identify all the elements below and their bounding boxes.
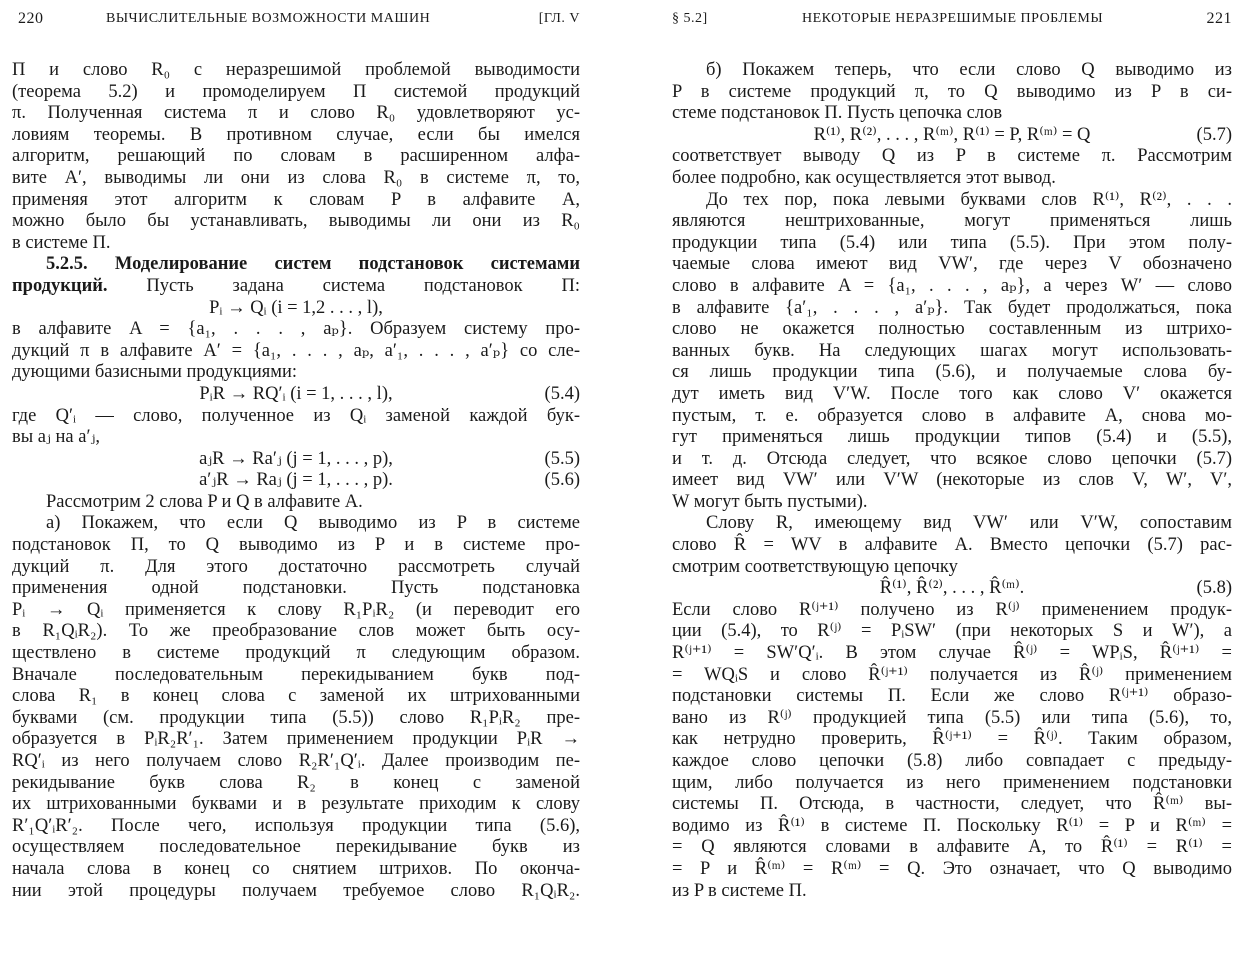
line-text: 5.2.5. Моделирование систем подстановок системами bbox=[46, 254, 580, 275]
line-text: вы aⱼ на a′ⱼ, bbox=[12, 427, 101, 448]
line-text: осуществляем последовательное перекидывание букв из bbox=[12, 837, 580, 858]
formula-text: aⱼR → Ra′ⱼ (j = 1, . . . , p), bbox=[199, 448, 393, 469]
text-line bbox=[672, 362, 1232, 384]
line-text: Слову R, имеющему вид VW′ или V′W, сопоставим bbox=[706, 513, 1232, 534]
text-line bbox=[672, 535, 1232, 557]
text-line bbox=[12, 751, 580, 773]
text-line bbox=[12, 427, 580, 449]
right-running-head bbox=[672, 10, 1232, 32]
line-text: ванных букв. На следующих шагах могут использовать- bbox=[672, 340, 1232, 361]
text-line bbox=[12, 794, 580, 816]
section-heading-line bbox=[12, 254, 580, 276]
left-chapter-marker: [ГЛ. V bbox=[538, 11, 580, 26]
text-line bbox=[12, 816, 580, 838]
text-line bbox=[12, 60, 580, 82]
line-text: системы П. Отсюда, в частности, следует, что R̂⁽ᵐ⁾ вы- bbox=[672, 794, 1232, 815]
line-text: дукций π. Для этого достаточно рассмотреть случай bbox=[12, 556, 580, 577]
left-page bbox=[12, 0, 580, 970]
line-text: продукций. Пусть задана система подстановок П: bbox=[12, 275, 580, 296]
text-line bbox=[672, 492, 1232, 514]
text-line bbox=[672, 211, 1232, 233]
right-page bbox=[672, 0, 1232, 970]
text-line bbox=[12, 729, 580, 751]
line-text: их штрихованными буквами и в результате приходим к слову bbox=[12, 794, 580, 815]
line-text: ществлено в системе продукций π следующим образом. bbox=[12, 643, 580, 664]
line-text: чаемые слова имеют вид VW′, где через V обозначено bbox=[672, 254, 1232, 275]
text-line bbox=[12, 881, 580, 903]
text-line bbox=[672, 254, 1232, 276]
display-formula bbox=[12, 470, 580, 492]
text-line bbox=[12, 190, 580, 212]
text-line bbox=[672, 686, 1232, 708]
line-text: До тех пор, пока левыми буквами слов R⁽¹⁾, R⁽²⁾, . . . bbox=[706, 189, 1232, 210]
text-line bbox=[12, 578, 580, 600]
line-text: алгоритм, решающий по словам в расширенном алфа- bbox=[12, 146, 580, 167]
line-text: Вначале последовательным перекидыванием букв под- bbox=[12, 664, 580, 685]
paragraph-start-line bbox=[672, 60, 1232, 82]
text-line bbox=[12, 341, 580, 363]
line-text: слова R₁ в конец слова с заменой их штрихованными bbox=[12, 686, 580, 707]
text-line bbox=[672, 773, 1232, 795]
text-line bbox=[12, 859, 580, 881]
text-line bbox=[672, 600, 1232, 622]
line-text: соответствует выводу Q из P в системе π. Рассмотрим bbox=[672, 146, 1232, 167]
left-running-title: ВЫЧИСЛИТЕЛЬНЫЕ ВОЗМОЖНОСТИ МАШИН bbox=[106, 11, 431, 26]
line-text: где Q′ᵢ — слово, полученное из Qᵢ заменой каждой бук- bbox=[12, 405, 580, 426]
line-text: в алфавите A = {a₁, . . . , aₚ}. Образуем систему про- bbox=[12, 319, 580, 340]
text-line bbox=[12, 82, 580, 104]
paragraph-start-line bbox=[12, 492, 580, 514]
line-text: слово в алфавите A = {a₁, . . . , aₚ}, а через W′ — слово bbox=[672, 275, 1232, 296]
line-text: слово R̂ = WV в алфавите A. Вместо цепочки (5.7) рас- bbox=[672, 535, 1232, 556]
line-text: вано из R⁽ʲ⁾ продукцией типа (5.5) или типа (5.6), то, bbox=[672, 707, 1232, 728]
line-text: стеме подстановок П. Пусть цепочка слов bbox=[672, 103, 1003, 124]
text-line bbox=[672, 341, 1232, 363]
text-line bbox=[672, 298, 1232, 320]
text-line bbox=[672, 708, 1232, 730]
text-line bbox=[672, 406, 1232, 428]
right-running-title: НЕКОТОРЫЕ НЕРАЗРЕШИМЫЕ ПРОБЛЕМЫ bbox=[802, 11, 1104, 26]
line-text: имеет вид VW′ или V′W (некоторые из слов V, W′, V′, bbox=[672, 470, 1232, 491]
right-section-marker: § 5.2] bbox=[672, 11, 708, 26]
line-text: водимо из R̂⁽¹⁾ в системе П. Поскольку R⁽¹⁾ = P и R⁽ᵐ⁾ = bbox=[672, 815, 1232, 836]
line-text: в R₁QᵢR₂). То же преобразование слов может быть осу- bbox=[12, 621, 580, 642]
left-page-number: 220 bbox=[18, 10, 44, 27]
line-text: Pᵢ → Qᵢ применяется к слову R₁PᵢR₂ (и переводит его bbox=[12, 599, 580, 620]
line-text: ся лишь продукции типа (5.6), и получаемые слова бу- bbox=[672, 362, 1232, 383]
line-text: дующими базисными продукциями: bbox=[12, 362, 298, 383]
line-text: из P в системе П. bbox=[672, 880, 807, 901]
text-line bbox=[12, 103, 580, 125]
line-text: R′₁Q′ᵢR′₂. После чего, используя продукции типа (5.6), bbox=[12, 815, 580, 836]
line-text: гут применяться лишь продукции типов (5.4) и (5.5), bbox=[672, 427, 1232, 448]
display-formula bbox=[12, 384, 580, 406]
text-line bbox=[672, 837, 1232, 859]
line-text: продукции типа (5.4) или типа (5.5). При этом полу- bbox=[672, 232, 1232, 253]
text-line bbox=[672, 103, 1232, 125]
equation-number: (5.6) bbox=[544, 470, 580, 491]
text-line bbox=[12, 643, 580, 665]
paragraph-start-line bbox=[12, 513, 580, 535]
text-line bbox=[672, 729, 1232, 751]
line-text: более подробно, как осуществляется этот вывод. bbox=[672, 167, 1056, 188]
line-text: вите A′, выводимы ли они из слова R₀ в системе π, то, bbox=[12, 167, 580, 188]
line-text: (теорема 5.2) и промоделируем П системой продукций bbox=[12, 81, 580, 102]
line-text: рекидывание букв слова R₂ в конец с заменой bbox=[12, 772, 580, 793]
text-line bbox=[12, 665, 580, 687]
text-line bbox=[12, 168, 580, 190]
text-line bbox=[12, 557, 580, 579]
left-body-text bbox=[12, 60, 580, 902]
text-line bbox=[12, 686, 580, 708]
text-line bbox=[672, 319, 1232, 341]
text-line bbox=[672, 276, 1232, 298]
text-line bbox=[672, 168, 1232, 190]
equation-number: (5.8) bbox=[1196, 578, 1232, 599]
text-line bbox=[672, 146, 1232, 168]
line-text: = WQᵢS и слово R̂⁽ʲ⁺¹⁾ получается из R̂⁽ʲ⁾ применением bbox=[672, 664, 1232, 685]
text-line bbox=[12, 406, 580, 428]
formula-text: PᵢR → RQ′ᵢ (i = 1, . . . , l), bbox=[199, 383, 393, 404]
line-text: б) Покажем теперь, что если слово Q выводимо из bbox=[706, 60, 1232, 80]
line-text: применяя этот алгоритм к словам P в алфавите A, bbox=[12, 189, 580, 210]
line-text: можно было бы устанавливать, выводимы ли они из R₀ bbox=[12, 211, 580, 232]
line-text: слово не окажется полностью составленным из штрихо- bbox=[672, 319, 1232, 340]
line-text: в системе П. bbox=[12, 232, 111, 253]
line-text: нии этой процедуры получаем требуемое слово R₁QᵢR₂. bbox=[12, 880, 580, 901]
line-text: W могут быть пустыми). bbox=[672, 491, 868, 512]
text-line bbox=[672, 816, 1232, 838]
line-text: щим, либо получается из него применением подстановки bbox=[672, 772, 1232, 793]
line-text: а) Покажем, что если Q выводимо из P в системе bbox=[46, 513, 580, 534]
line-text: являются нештрихованные, могут применяться лишь bbox=[672, 211, 1232, 232]
text-line bbox=[12, 773, 580, 795]
text-line bbox=[12, 600, 580, 622]
line-text: каждое слово цепочки (5.8) либо совпадает с предыду- bbox=[672, 751, 1232, 771]
paragraph-start-line bbox=[672, 190, 1232, 212]
line-text: подстановки системы П. Если же слово R⁽ʲ⁺¹⁾ образо- bbox=[672, 686, 1232, 707]
text-line bbox=[12, 621, 580, 643]
text-line bbox=[672, 859, 1232, 881]
line-text: буквами (см. продукции типа (5.5)) слово R₁PᵢR₂ пре- bbox=[12, 707, 580, 728]
right-body-text bbox=[672, 60, 1232, 902]
line-text: ловиям теоремы. В противном случае, если бы имелся bbox=[12, 124, 580, 145]
text-line bbox=[12, 708, 580, 730]
text-line bbox=[12, 535, 580, 557]
line-text: π. Полученная система π и слово R₀ удовлетворяют ус- bbox=[12, 103, 580, 124]
text-line bbox=[12, 362, 580, 384]
line-text: пустым, т. е. образуется слово в алфавите A, снова мо- bbox=[672, 405, 1232, 426]
text-line bbox=[672, 621, 1232, 643]
text-line bbox=[672, 751, 1232, 773]
line-text: = P и R̂⁽ᵐ⁾ = R⁽ᵐ⁾ = Q. Это означает, что Q выводимо bbox=[672, 858, 1232, 879]
line-text: и т. д. Отсюда следует, что всякое слово цепочки (5.7) bbox=[672, 448, 1232, 469]
formula-text: Pᵢ → Qᵢ (i = 1,2 . . . , l), bbox=[209, 297, 383, 318]
text-line bbox=[672, 557, 1232, 579]
equation-number: (5.4) bbox=[544, 383, 580, 404]
text-line bbox=[12, 233, 580, 255]
formula-text: a′ⱼR → Raⱼ (j = 1, . . . , p). bbox=[199, 470, 393, 491]
equation-number: (5.5) bbox=[544, 448, 580, 469]
text-line bbox=[672, 233, 1232, 255]
line-text: RQ′ᵢ из него получаем слово R₂R′₁Q′ᵢ. Далее производим пе- bbox=[12, 751, 580, 771]
text-line bbox=[672, 794, 1232, 816]
line-text: = Q являются словами в алфавите A, то R̂⁽¹⁾ = R⁽¹⁾ = bbox=[672, 837, 1232, 858]
section-heading-line bbox=[12, 276, 580, 298]
text-line bbox=[672, 384, 1232, 406]
line-text: R⁽ʲ⁺¹⁾ = SW′Q′ᵢ. В этом случае R̂⁽ʲ⁾ = WPᵢS, R̂⁽ʲ⁺¹⁾ = bbox=[672, 643, 1232, 664]
line-text: Рассмотрим 2 слова P и Q в алфавите A. bbox=[46, 491, 363, 512]
text-line bbox=[12, 319, 580, 341]
text-line bbox=[672, 665, 1232, 687]
text-line bbox=[672, 643, 1232, 665]
formula-text: R̂⁽¹⁾, R̂⁽²⁾, . . . , R̂⁽ᵐ⁾. bbox=[879, 578, 1025, 599]
line-text: Если слово R⁽ʲ⁺¹⁾ получено из R⁽ʲ⁾ применением продук- bbox=[672, 599, 1232, 620]
line-text: образуется в PᵢR₂R′₁. Затем применением продукции PᵢR → bbox=[12, 729, 580, 750]
formula-text: R⁽¹⁾, R⁽²⁾, . . . , R⁽ᵐ⁾, R⁽¹⁾ = P, R⁽ᵐ⁾ = Q bbox=[813, 124, 1091, 145]
line-text: ции (5.4), то R⁽ʲ⁾ = PᵢSW′ (при некоторых S и W′), а bbox=[672, 621, 1232, 642]
line-text: применения одной подстановки. Пусть подстановка bbox=[12, 578, 580, 599]
text-line bbox=[672, 881, 1232, 903]
display-formula bbox=[672, 125, 1232, 147]
line-text: в алфавите {a′₁, . . . , a′ₚ}. Так будет продолжаться, пока bbox=[672, 297, 1232, 318]
line-text: как нетрудно проверить, R̂⁽ʲ⁺¹⁾ = R̂⁽ʲ⁾. Таким образом, bbox=[672, 729, 1232, 750]
text-line bbox=[672, 82, 1232, 104]
line-text: дукций π в алфавите A′ = {a₁, . . . , aₚ, a′₁, . . . , a′ₚ} со сле- bbox=[12, 340, 580, 361]
heading-continuation: продукций. bbox=[12, 275, 108, 296]
text-line bbox=[12, 211, 580, 233]
line-text: П и слово R₀ с неразрешимой проблемой выводимости bbox=[12, 60, 580, 80]
left-running-head bbox=[12, 10, 580, 32]
text-line bbox=[12, 837, 580, 859]
display-formula bbox=[672, 578, 1232, 600]
line-text: начала слова в конец со снятием штрихов. По оконча- bbox=[12, 858, 580, 879]
text-line bbox=[12, 146, 580, 168]
line-text: смотрим соответствующую цепочку bbox=[672, 556, 958, 577]
text-line bbox=[672, 449, 1232, 471]
text-line bbox=[672, 470, 1232, 492]
display-formula bbox=[12, 298, 580, 320]
line-text: подстановок П, то Q выводимо из P и в системе про- bbox=[12, 535, 580, 556]
right-page-number: 221 bbox=[1206, 10, 1232, 27]
equation-number: (5.7) bbox=[1196, 124, 1232, 145]
line-text: дут иметь вид V′W. После того как слово V′ окажется bbox=[672, 383, 1232, 404]
line-text: P в системе продукций π, то Q выводимо из P в си- bbox=[672, 81, 1232, 102]
display-formula bbox=[12, 449, 580, 471]
text-line bbox=[12, 125, 580, 147]
text-line bbox=[672, 427, 1232, 449]
paragraph-start-line bbox=[672, 513, 1232, 535]
